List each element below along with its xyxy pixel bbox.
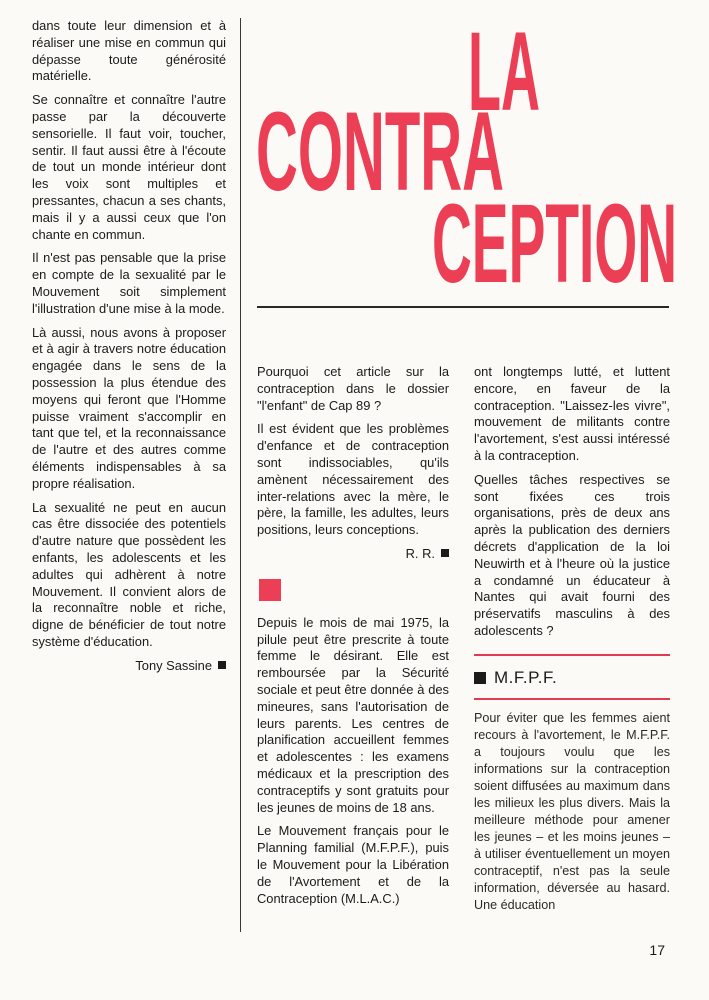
square-bullet-icon <box>474 672 486 684</box>
mid-paragraph-1: Depuis le mois de mai 1975, la pilule peut être prescrite à toute femme le désirant. Elle est remboursée par la Sécurité sociale et peut être donnée à des mineures, sans l'autorisation de leurs parents. Les centres de planification accueillent femmes et adolescentes : les examens médicaux et la prescription des contraceptifs y sont gratuits pour les jeunes de moins de 18 ans. <box>257 614 449 815</box>
red-square-marker <box>259 579 281 601</box>
initials: R. R. <box>405 545 435 561</box>
article-title <box>250 24 680 292</box>
left-paragraph-2: Se connaître et connaître l'autre passe par la découverte sensorielle. Il faut voir, toucher, sentir. Il faut aussi être à l'écoute de tout un monde intérieur dont les voix sont multiples et pressantes, chacun a ses chants, mais il y a aussi ceux que l'on chante en commun. <box>32 92 226 242</box>
box-heading-text: M.F.P.F. <box>494 667 558 687</box>
box-top-rule <box>474 654 670 656</box>
title-graphic <box>250 24 680 292</box>
box-text: Pour éviter que les femmes aient recours à l'avortement, le M.F.P.F. a toujours voulu que les informations sur la contraception soient diffusées au maximum dans les milieux les plus divers. Mais la meilleure méthode pour amener les jeunes – et les moins jeunes – à utiliser éventuellement un moyen contraceptif, n'est pas la seule information, déversée au hasard. Une éducation <box>474 710 670 912</box>
left-paragraph-1: dans toute leur dimension et à réaliser une mise en commun qui dépasse toute générosité matérielle. <box>32 18 226 84</box>
end-mark-icon <box>441 549 449 557</box>
column-divider <box>240 18 241 932</box>
title-line-2: CONTRA <box>256 89 504 214</box>
right-paragraph-2: Quelles tâches respectives se sont fixées ces trois organisations, près de deux ans après la publication des derniers décrets d'application de la loi Neuwirth et à l'heure où la justice a condamné un éducateur à Nantes qui avait fourni des préservatifs masculins à des adolescents ? <box>474 471 670 638</box>
box-heading <box>474 668 670 688</box>
left-paragraph-5: La sexualité ne peut en aucun cas être dissociée des potentiels d'autre nature que possèdent les enfants, les adolescents et les adultes qui adhèrent à notre Mouvement. Il convient alors de la reconnaître noble et riche, digne de bénéficier de tout notre système d'éducation. <box>32 499 226 649</box>
title-line-1: LA <box>468 24 540 134</box>
left-paragraph-4: Là aussi, nous avons à proposer et à agir à travers notre éducation engagée dans le sens de la possession la plus étendue des moyens qui feront que l'Homme puisse vraiment s'accomplir en tant que tel, et la reconnaissance de l'autre et des autres comme éléments indispensables à sa propre réalisation. <box>32 324 226 491</box>
mid-intro-2: Il est évident que les problèmes d'enfance et de contraception sont indissociables, qu'ils amènent nécessairement des inter-relations avec la mère, le père, la famille, les adultes, leurs positions, leurs conceptions. <box>257 421 449 538</box>
right-column <box>474 364 670 914</box>
page-number: 17 <box>649 942 665 958</box>
left-column <box>32 18 226 674</box>
title-rule <box>257 306 669 308</box>
mid-signature <box>257 546 449 563</box>
left-paragraph-3: Il n'est pas pensable que la prise en compte de la sexualité par le Mouvement soit simplement l'illustration d'une mise à la mode. <box>32 250 226 316</box>
author-name: Tony Sassine <box>135 657 212 673</box>
middle-column <box>257 364 449 914</box>
left-signature <box>32 658 226 675</box>
mid-intro-1: Pourquoi cet article sur la contraception dans le dossier "l'enfant" de Cap 89 ? <box>257 364 449 413</box>
title-line-3: CEPTION <box>432 181 677 292</box>
mid-paragraph-2: Le Mouvement français pour le Planning familial (M.F.P.F.), puis le Mouvement pour la Libération de l'Avortement et de la Contraception (M.L.A.C.) <box>257 823 449 906</box>
right-paragraph-1: ont longtemps lutté, et luttent encore, en faveur de la contraception. "Laissez-les vivre", mouvement de militants contre l'avortement, s'est aussi intéressé à la contraception. <box>474 364 670 463</box>
box-bottom-rule <box>474 698 670 700</box>
end-mark-icon <box>218 661 226 669</box>
